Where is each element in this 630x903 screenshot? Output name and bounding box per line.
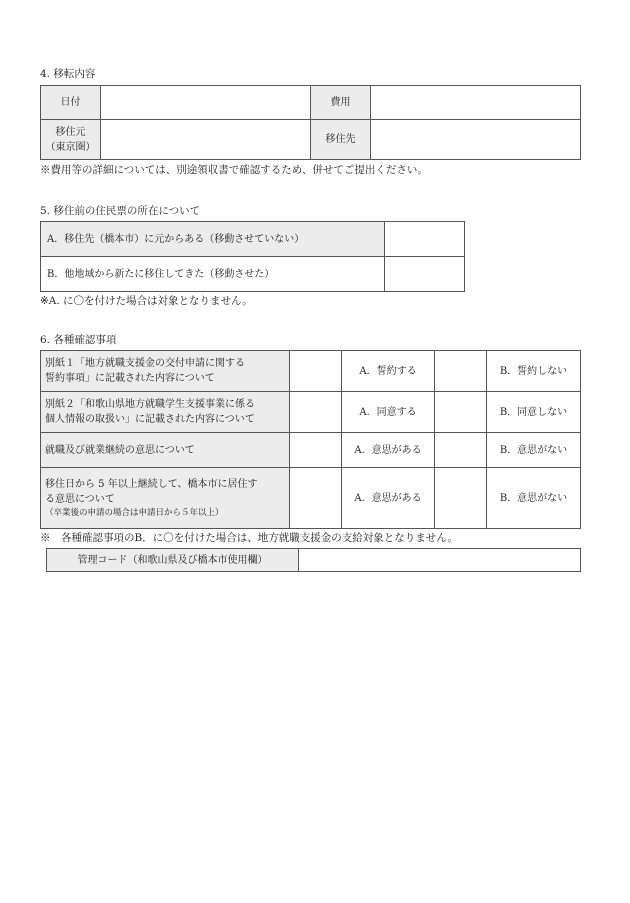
confirmation-item-line1: 別紙２「和歌山県地方就職学生支援事業に係る [45,399,255,410]
option-a-label: A．意思がある [342,433,435,468]
cost-label: 費用 [311,86,371,120]
section5-heading: 5. 移住前の住民票の所在について [40,205,201,217]
confirmation-item [41,468,290,529]
confirmation-item-line2: 個人情報の取扱い」に記載された内容について [45,414,255,425]
option-b-label: B．誓約しない [487,351,581,392]
confirmation-item-line1: 移住日から 5 年以上継続して、橋本市に居住す [45,478,258,490]
section6-heading: 6. 各種確認事項 [40,334,117,346]
date-label: 日付 [41,86,101,120]
option-b-mark[interactable] [435,468,487,529]
section6-note: ※ 各種確認事項のB．に〇を付けた場合は、地方就職支援金の支給対象となりません。 [40,532,458,544]
cost-field[interactable] [371,86,581,120]
confirmation-item-line2: 誓約事項」に記載された内容について [45,373,215,384]
confirmation-row [41,468,581,529]
option-b-mark[interactable] [435,392,487,433]
option-b-label: B．意思がない [487,433,581,468]
residence-option-b-mark[interactable] [385,257,465,292]
origin-label-line2: （東京圏） [45,141,96,153]
origin-label-line1: 移住元 [55,126,86,138]
management-code-field[interactable] [299,549,581,572]
option-a-mark[interactable] [290,468,342,529]
option-a-label: A．同意する [342,392,435,433]
confirmation-row [41,433,581,468]
confirmation-item [41,433,290,468]
option-a-mark[interactable] [290,433,342,468]
section4-heading: 4. 移転内容 [40,68,96,80]
confirmation-item-line1: 就職及び就業継続の意思について [45,444,195,456]
section4-note: ※費用等の詳細については、別途領収書で確認するため、併せてご提出ください。 [40,164,428,176]
date-field[interactable] [101,86,311,120]
option-a-mark[interactable] [290,392,342,433]
destination-field[interactable] [371,120,581,160]
section5-note: ※A. に〇を付けた場合は対象となりません。 [40,295,253,307]
confirmation-item-line2: る意思について [45,493,115,505]
residence-option-b: B．他地域から新たに移住してきた（移動させた） [41,257,385,292]
confirmation-row [41,351,581,392]
option-a-label: A．誓約する [342,351,435,392]
destination-label: 移住先 [311,120,371,160]
option-b-mark[interactable] [435,351,487,392]
option-a-label: A．意思がある [342,468,435,529]
confirmation-item-subnote: （卒業後の申請の場合は申請日から５年以上） [45,507,224,518]
confirmation-table [40,350,581,529]
option-b-label: B．同意しない [487,392,581,433]
option-b-label: B．意思がない [487,468,581,529]
confirmation-item-line1: 別紙１「地方就職支援金の交付申請に関する [45,358,245,369]
origin-field[interactable] [101,120,311,160]
management-code-table [46,548,581,572]
option-a-mark[interactable] [290,351,342,392]
residence-table [40,221,465,292]
transfer-details-table [40,85,581,160]
confirmation-item [41,392,290,433]
option-b-mark[interactable] [435,433,487,468]
confirmation-item [41,351,290,392]
confirmation-row [41,392,581,433]
residence-option-a: A．移住先（橋本市）に元からある（移動させていない） [41,222,385,257]
management-code-label: 管理コード（和歌山県及び橋本市使用欄） [47,549,299,572]
origin-label [41,120,101,160]
residence-option-a-mark[interactable] [385,222,465,257]
